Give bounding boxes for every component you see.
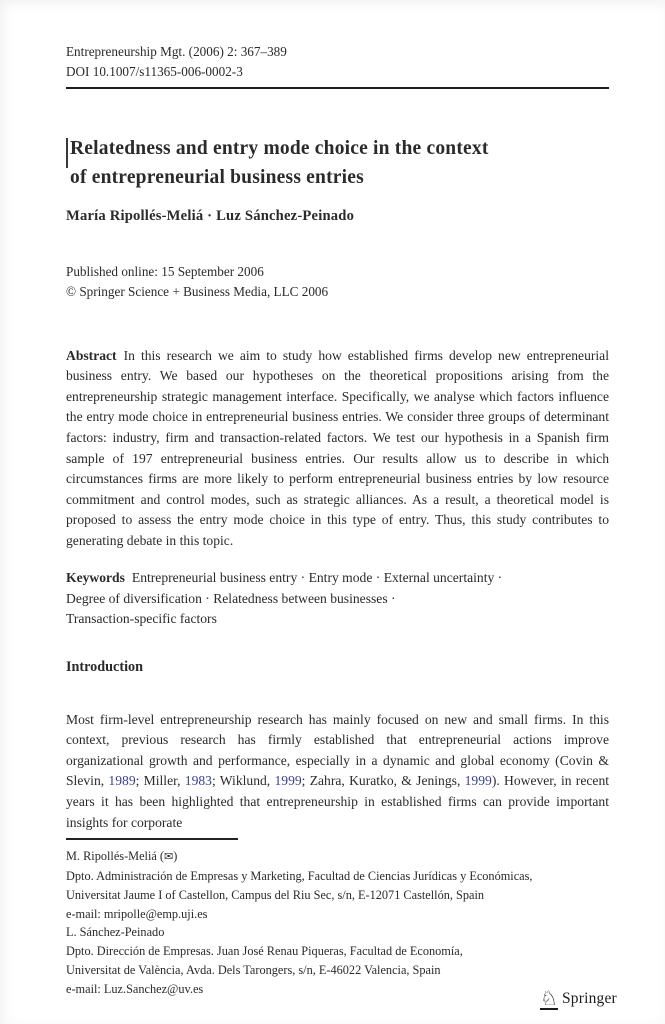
abstract-label: Abstract [66,347,117,363]
footnote-divider [66,838,238,840]
intro-text: ; Miller, [135,773,185,789]
citation-link-miller-1983[interactable]: 1983 [184,773,212,789]
keywords-label: Keywords [66,570,125,585]
email-line: e-mail: Luz.Sanchez@uv.es [66,982,204,996]
affiliation-line: Dpto. Dirección de Empresas. Juan José Renau Piqueras, Facultad de Economía, [66,944,463,958]
abstract-text: In this research we aim to study how established firms develop new entrepreneurial business entry. We based our hypotheses on the theoretical propositions arising from the entrepreneurship strategic management interface. Specifically, we analyse which factors influence the entry mode choice in entrepreneurial business entries. We consider three groups of determinant factors: industry, firm and transaction-related factors. We test our hypothesis in a Spanish firm sample of 197 entrepreneurial business entries. Our results allow us to describe in which circumstances firms are more likely to perform entrepreneurial business entries by low resource commitment and control modes, such as strategic alliances. As a result, a theoretical model is proposed to assess the entry mode choice in this type of entry. Thus, this study contributes to generating debate in this topic. [66,347,609,548]
paper-title-line2: of entrepreneurial business entries [70,167,364,188]
journal-header [66,42,609,81]
intro-text: ). However, in recent years it has been highlighted that entrepreneurship in established firms can provide important insights for corporate [66,773,610,830]
citation-link-zahra-1999[interactable]: 1999 [464,773,492,789]
footnote-second-author [66,923,609,999]
publication-info [66,262,609,301]
paper-title-line1: Relatedness and entry mode choice in the context [70,138,489,159]
abstract [66,346,609,552]
published-online: Published online: 15 September 2006 [66,264,264,279]
header-divider [66,87,609,89]
intro-text: Most firm-level entrepreneurship research has mainly focused on new and small firms. In this context, previous research has firmly established that entrepreneurial actions improve organizational growth and performance, especially in a dynamic and global economy (Covin & Slevin, [66,711,609,789]
corresponding-author-suffix: ) [173,849,178,863]
intro-text: ; Wiklund, [211,773,275,789]
corresponding-author-line [66,847,609,867]
citation-link-covin-slevin-1989[interactable]: 1989 [108,773,136,789]
keywords-text-line1: Entrepreneurial business entry · Entry mode · External uncertainty · [131,570,503,585]
keywords-text-line3: Transaction-specific factors [66,611,217,627]
journal-citation: Entrepreneurship Mgt. (2006) 2: 367–389 [66,44,287,59]
affiliation-line: Dpto. Administración de Empresas y Marketing, Facultad de Ciencias Jurídicas y Económicas, [66,869,533,883]
second-author-name: L. Sánchez-Peinado [66,925,165,939]
chess-knight-icon: ♘ [540,986,558,1010]
introduction-paragraph [66,710,609,834]
keywords [66,568,609,630]
affiliation-line: Universitat Jaume I of Castellon, Campus del Riu Sec, s/n, E-12071 Castellón, Spain [66,888,485,902]
section-heading-introduction: Introduction [66,659,143,675]
text-cursor-artifact [66,138,68,168]
copyright-line: © Springer Science + Business Media, LLC 2006 [66,283,329,299]
springer-logo-label: Springer [561,990,617,1007]
footnote-corresponding-author [66,847,609,924]
keywords-text-line2: Degree of diversification · Relatedness between businesses · [66,590,396,606]
title-block [66,134,609,192]
journal-doi: DOI 10.1007/s11365-006-0002-3 [66,63,243,79]
corresponding-author-name: M. Ripollés-Meliá ( [66,849,165,863]
authors-line: María Ripollés-Meliá · Luz Sánchez-Peinado [66,208,355,224]
envelope-icon: ✉ [164,851,174,863]
affiliation-line: Universitat de València, Avda. Dels Tarongers, s/n, E-46022 Valencia, Spain [66,963,441,977]
keywords-line1 [66,568,609,589]
citation-link-wiklund-1999[interactable]: 1999 [274,773,302,789]
springer-logo [540,988,617,1010]
paper-title [66,134,609,192]
email-line: e-mail: mripolle@emp.uji.es [66,907,208,921]
intro-text: ; Zahra, Kuratko, & Jenings, [301,773,465,789]
